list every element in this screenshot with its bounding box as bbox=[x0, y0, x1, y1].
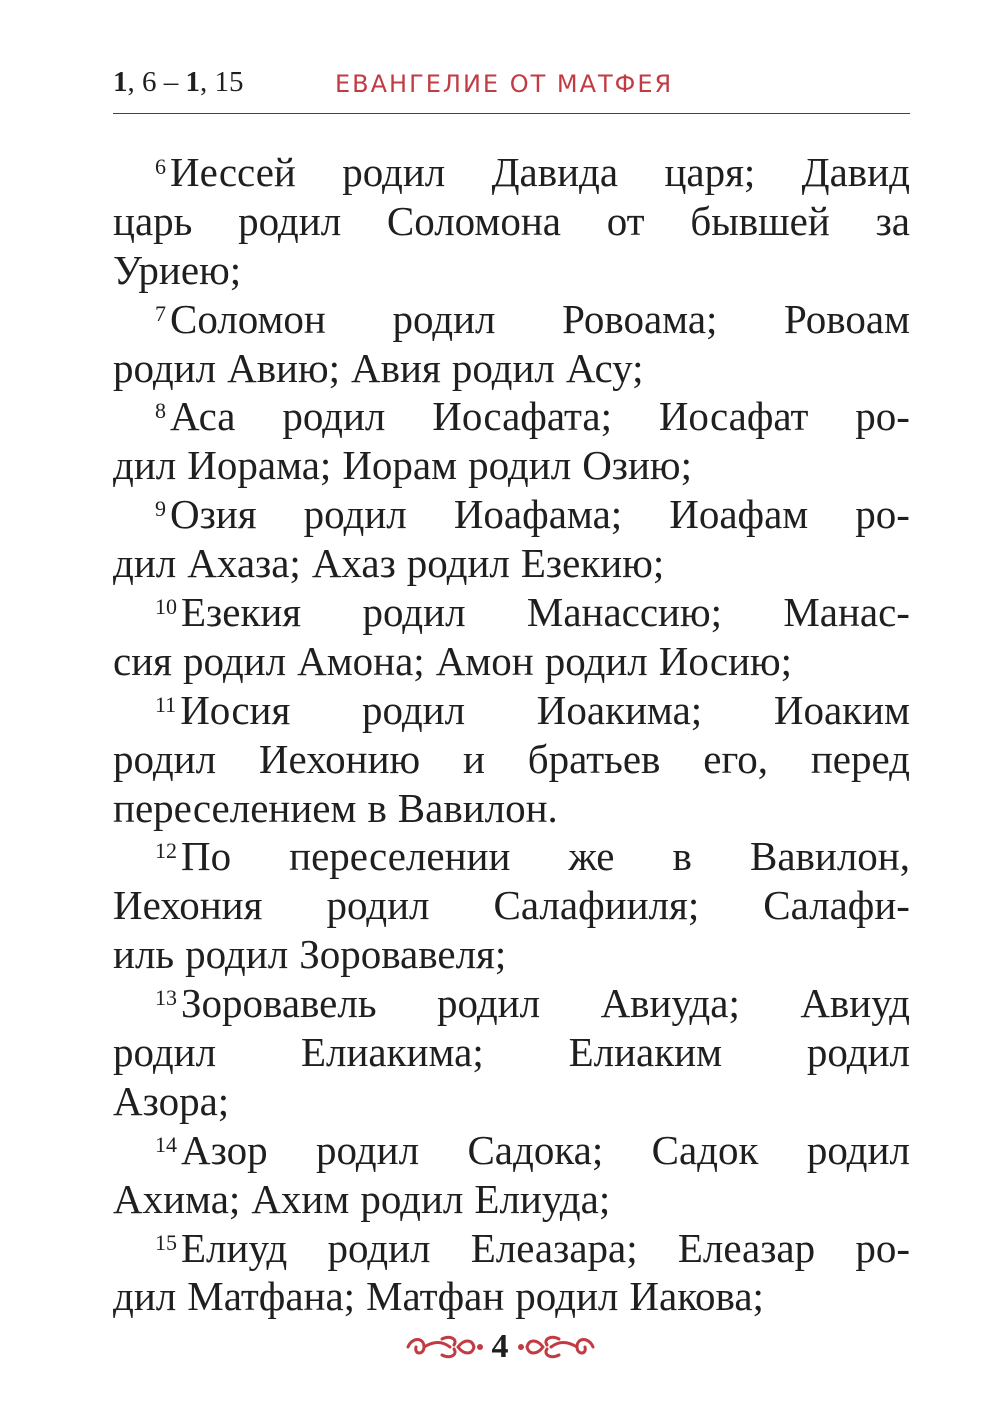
verse-number: 15 bbox=[155, 1229, 177, 1255]
verse-6-line: $^6$Иессей родил Давида царя; Давид bbox=[155, 149, 910, 195]
verse-6-line: царь родил Соломона от бывшей за bbox=[113, 197, 910, 244]
verse-7-line: $^7$Соломон родил Ровоама; Ровоам bbox=[155, 295, 910, 342]
verse-10-line: сия родил Амона; Амон родил Иосию; bbox=[113, 637, 793, 684]
verse-14-line: $^{14}$Азор родил Садока; Садок родил bbox=[155, 1126, 910, 1173]
verse-range: 1, 6 – 1, 15 bbox=[113, 66, 244, 98]
verse-12-line: Иехония родил Салафииля; Салафи- bbox=[113, 882, 910, 929]
scripture-text bbox=[113, 148, 910, 1321]
verse-13-line: Азора; bbox=[113, 1077, 230, 1124]
verse-11-line: $^{11}$Иосия родил Иоакима; Иоаким bbox=[155, 686, 910, 733]
running-header bbox=[113, 62, 910, 108]
verse-number: 11 bbox=[155, 691, 177, 717]
verse-12-line: иль родил Зоровавеля; bbox=[113, 931, 507, 978]
right-ornament-icon bbox=[517, 1331, 599, 1363]
verse-7-line: родил Авию; Авия родил Асу; bbox=[113, 344, 644, 391]
header-divider bbox=[113, 113, 910, 114]
verse-number: 10 bbox=[155, 594, 177, 620]
page-number: 4 bbox=[491, 1328, 509, 1365]
page-footer bbox=[0, 1322, 1000, 1372]
verse-8-line: $^8$Аса родил Иосафата; Иосафат ро- bbox=[155, 393, 910, 440]
verse-15-line: $^{15}$Елиуд родил Елеазара; Елеазар ро- bbox=[155, 1224, 910, 1271]
verse-9-line: $^9$Озия родил Иоафама; Иоафам ро- bbox=[155, 491, 910, 538]
verse-8-line: дил Иорама; Иорам родил Озию; bbox=[113, 442, 692, 489]
verse-13-line: $^{13}$Зоровавель родил Авиуда; Авиуд bbox=[155, 980, 910, 1027]
verse-number: 13 bbox=[155, 985, 177, 1011]
verse-9-line: дил Ахаза; Ахаз родил Езекию; bbox=[113, 540, 665, 587]
verse-11-line: родил Иехонию и братьев его, перед bbox=[113, 735, 910, 782]
verse-15-line: дил Матфана; Матфан родил Иакова; bbox=[113, 1273, 764, 1320]
verse-12-line: $^{12}$По переселении же в Вавилон, bbox=[155, 833, 910, 880]
book-title: ЕВАНГЕЛИЕ ОТ МАТФЕЯ bbox=[335, 70, 674, 98]
verse-number: 12 bbox=[155, 838, 177, 864]
verse-6-line: Уриею; bbox=[113, 246, 242, 293]
left-ornament-icon bbox=[402, 1331, 484, 1363]
verse-13-line: родил Елиакима; Елиаким родил bbox=[113, 1029, 910, 1076]
verse-number: 8 bbox=[155, 398, 166, 424]
verse-14-line: Ахима; Ахим родил Елиуда; bbox=[113, 1175, 611, 1222]
verse-10-line: $^{10}$Езекия родил Манассию; Манас- bbox=[155, 589, 910, 636]
verse-number: 9 bbox=[155, 496, 166, 522]
verse-number: 7 bbox=[155, 300, 166, 326]
verse-11-line: переселением в Вавилон. bbox=[113, 784, 558, 831]
verse-number: 6 bbox=[155, 154, 166, 179]
verse-number: 14 bbox=[155, 1131, 177, 1157]
